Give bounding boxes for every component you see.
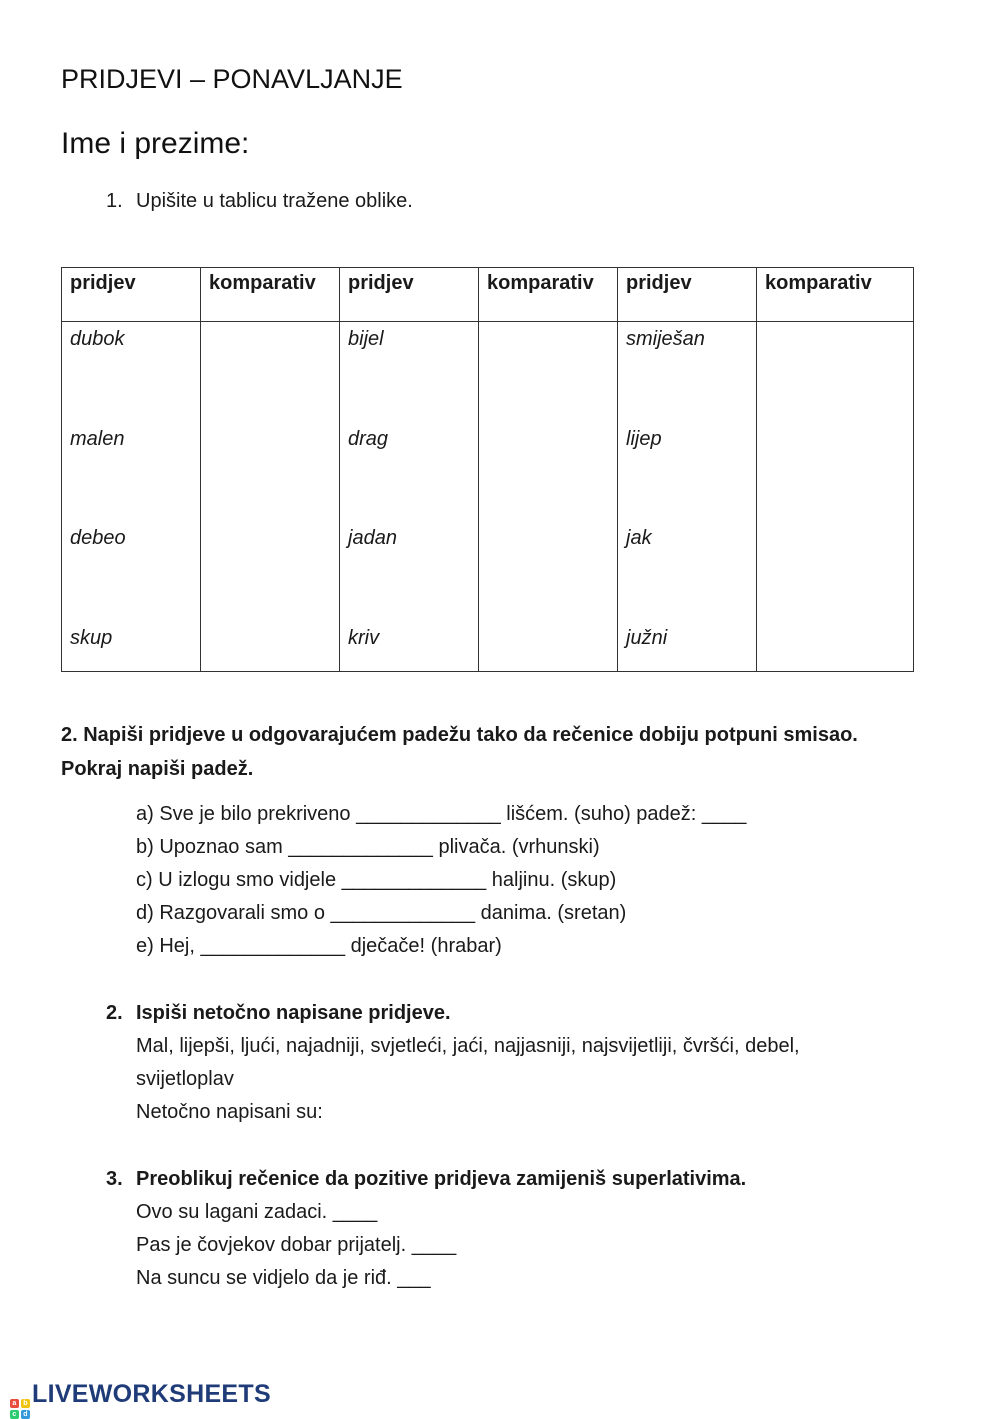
adjective-cell: dubok [70,328,125,350]
list-item[interactable]: d) Razgovarali smo o _____________ danima. (sretan) [136,902,627,924]
header-komparativ-2: komparativ [479,268,618,322]
adjective-cell: jadan [348,527,397,549]
task-3-words-line-2: svijetloplav [136,1068,234,1090]
comparative-table [61,267,914,672]
adjective-cell: debeo [70,527,126,549]
task-3-section [106,997,886,1129]
logo-block: d [21,1410,30,1419]
list-item[interactable]: Na suncu se vidjelo da je riđ. ___ [136,1267,431,1289]
list-item[interactable]: e) Hej, _____________ dječače! (hrabar) [136,935,502,957]
header-pridjev-2: pridjev [340,268,479,322]
adjective-cell: bijel [348,328,384,350]
task-4-section [106,1163,886,1295]
task-1-number: 1. [106,190,123,212]
comparative-answer-cell-3[interactable] [757,322,914,672]
task-2-heading [61,718,858,786]
task-3-number: 2. [106,1002,123,1024]
task-2-heading-line-1: 2. Napiši pridjeve u odgovarajućem padežu tako da rečenice dobiju potpuni smisao. [61,724,858,746]
adjective-cell: lijep [626,427,662,450]
header-komparativ-3: komparativ [757,268,914,322]
logo-blocks-icon [10,1399,30,1419]
logo-block: c [10,1410,19,1419]
table-row [62,322,914,672]
task-1-instruction [106,190,413,213]
adjective-cell: skup [70,626,113,649]
list-item[interactable]: Ovo su lagani zadaci. ____ [136,1201,378,1223]
list-item[interactable]: b) Upoznao sam _____________ plivača. (vrhunski) [136,836,600,858]
liveworksheets-logo [10,1380,271,1419]
adjective-cell: malen [70,427,125,450]
comparative-answer-cell-2[interactable] [479,322,618,672]
adjective-column-3 [618,322,757,672]
list-item[interactable]: c) U izlogu smo vidjele _____________ haljinu. (skup) [136,869,617,891]
adjective-cell: južni [626,626,668,649]
adjective-column-2 [340,322,479,672]
adjective-column-1 [62,322,201,672]
list-item[interactable]: a) Sve je bilo prekriveno _____________ lišćem. (suho) padež: ____ [136,803,747,825]
task-2-heading-line-2: Pokraj napiši padež. [61,758,254,780]
header-pridjev-1: pridjev [62,268,201,322]
name-label: Ime i prezime: [61,127,250,160]
adjective-cell: drag [348,427,389,450]
task-2-sentence-list [136,798,746,963]
table-header-row [62,268,914,322]
task-3-heading: Ispiši netočno napisane pridjeve. [136,1002,451,1024]
adjective-cell: jak [626,527,652,549]
logo-block: b [21,1399,30,1408]
task-4-heading: Preoblikuj rečenice da pozitive pridjeva zamijeniš superlativima. [136,1168,747,1190]
task-1-text: Upišite u tablicu tražene oblike. [136,190,413,212]
adjective-cell: smiješan [626,328,705,350]
task-4-number: 3. [106,1168,123,1190]
adjective-cell: kriv [348,626,380,649]
task-3-answer-label[interactable]: Netočno napisani su: [136,1101,323,1123]
logo-block: a [10,1399,19,1408]
comparative-answer-cell-1[interactable] [201,322,340,672]
task-3-words-line-1: Mal, lijepši, ljući, najadniji, svjetleći, jaći, najjasniji, najsvijetliji, čvršći, debel, [136,1035,800,1057]
header-komparativ-1: komparativ [201,268,340,322]
list-item[interactable]: Pas je čovjekov dobar prijatelj. ____ [136,1234,457,1256]
logo-text: LIVEWORKSHEETS [32,1380,271,1408]
header-pridjev-3: pridjev [618,268,757,322]
page-title: PRIDJEVI – PONAVLJANJE [61,64,403,94]
